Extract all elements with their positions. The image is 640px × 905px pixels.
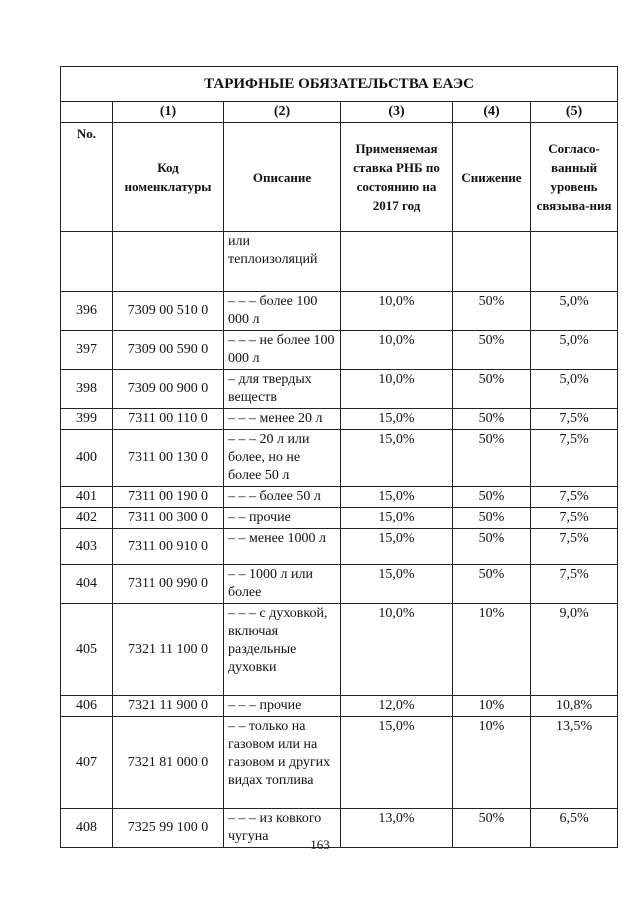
cell-reduction: 50% xyxy=(453,409,531,430)
cell-reduction: 50% xyxy=(453,809,531,848)
cell-reduction: 50% xyxy=(453,565,531,604)
cell-code: 7311 00 110 0 xyxy=(113,409,224,430)
cell-bound: 7,5% xyxy=(531,508,618,529)
cell-description: – – – не более 100 000 л xyxy=(224,331,341,370)
cell-rate: 15,0% xyxy=(341,409,453,430)
cell-no: 396 xyxy=(61,292,113,331)
cell-no: 408 xyxy=(61,809,113,848)
cell-bound: 7,5% xyxy=(531,487,618,508)
cell-reduction: 50% xyxy=(453,487,531,508)
column-number-4: (4) xyxy=(453,102,531,123)
table-row xyxy=(61,717,618,809)
cell-bound: 7,5% xyxy=(531,565,618,604)
cell-code: 7309 00 510 0 xyxy=(113,292,224,331)
cell-bound: 9,0% xyxy=(531,604,618,696)
table-row xyxy=(61,409,618,430)
column-number-3: (3) xyxy=(341,102,453,123)
cell-code: 7321 11 900 0 xyxy=(113,696,224,717)
cell-reduction: 50% xyxy=(453,529,531,565)
column-number-2: (2) xyxy=(224,102,341,123)
cell-no: 399 xyxy=(61,409,113,430)
header-row xyxy=(61,123,618,232)
cell-rate: 10,0% xyxy=(341,370,453,409)
cell-description: – для твердых веществ xyxy=(224,370,341,409)
cell-description: – – – 20 л или более, но не более 50 л xyxy=(224,430,341,487)
header-bound: Согласо-ванный уровень связыва-ния xyxy=(531,123,618,232)
cell-no: 402 xyxy=(61,508,113,529)
tariff-table xyxy=(60,66,618,848)
page-number: 163 xyxy=(310,837,330,852)
table-row xyxy=(61,370,618,409)
cell-description: – – – прочие xyxy=(224,696,341,717)
cell-code: 7311 00 990 0 xyxy=(113,565,224,604)
cell-description: – – 1000 л или более xyxy=(224,565,341,604)
cell-reduction: 10% xyxy=(453,604,531,696)
cell-code: 7325 99 100 0 xyxy=(113,809,224,848)
cell-description: – – только на газовом или на газовом и других видах топлива xyxy=(224,717,341,809)
cell-code: 7311 00 130 0 xyxy=(113,430,224,487)
cell-bound: 13,5% xyxy=(531,717,618,809)
cell-rate: 15,0% xyxy=(341,565,453,604)
column-number-5: (5) xyxy=(531,102,618,123)
cell-bound: 5,0% xyxy=(531,331,618,370)
cell-rate: 10,0% xyxy=(341,604,453,696)
cell-rate: 15,0% xyxy=(341,717,453,809)
cell-rate: 15,0% xyxy=(341,529,453,565)
cell-reduction: 50% xyxy=(453,331,531,370)
cell-description: – – – менее 20 л xyxy=(224,409,341,430)
cell-reduction: 50% xyxy=(453,292,531,331)
cell-no: 401 xyxy=(61,487,113,508)
cell-code: 7309 00 900 0 xyxy=(113,370,224,409)
header-rate: Применяемая ставка РНБ по состоянию на 2017 год xyxy=(341,123,453,232)
header-reduction: Снижение xyxy=(453,123,531,232)
table-row xyxy=(61,604,618,696)
cell-bound: 5,0% xyxy=(531,370,618,409)
cell-rate: 15,0% xyxy=(341,508,453,529)
cell-no: 404 xyxy=(61,565,113,604)
cell-description: – – – более 100 000 л xyxy=(224,292,341,331)
cell-reduction xyxy=(453,232,531,292)
header-no: No. xyxy=(61,123,113,232)
cell-reduction: 10% xyxy=(453,696,531,717)
cell-reduction: 10% xyxy=(453,717,531,809)
cell-rate: 15,0% xyxy=(341,430,453,487)
cell-reduction: 50% xyxy=(453,370,531,409)
cell-description: или теплоизоляций xyxy=(224,232,341,292)
header-description: Описание xyxy=(224,123,341,232)
cell-description: – – – с духовкой, включая раздельные духовки xyxy=(224,604,341,696)
cell-no: 400 xyxy=(61,430,113,487)
cell-rate: 12,0% xyxy=(341,696,453,717)
cell-bound: 7,5% xyxy=(531,529,618,565)
cell-no: 403 xyxy=(61,529,113,565)
table-body xyxy=(61,232,618,848)
table-title: ТАРИФНЫЕ ОБЯЗАТЕЛЬСТВА ЕАЭС xyxy=(61,67,618,102)
cell-no: 398 xyxy=(61,370,113,409)
cell-no: 405 xyxy=(61,604,113,696)
cell-no: 407 xyxy=(61,717,113,809)
cell-no xyxy=(61,232,113,292)
cell-code: 7311 00 190 0 xyxy=(113,487,224,508)
table-row xyxy=(61,430,618,487)
header-code: Код номенклатуры xyxy=(113,123,224,232)
cell-bound: 7,5% xyxy=(531,430,618,487)
cell-code: 7309 00 590 0 xyxy=(113,331,224,370)
cell-rate: 13,0% xyxy=(341,809,453,848)
cell-bound: 6,5% xyxy=(531,809,618,848)
table-row xyxy=(61,232,618,292)
cell-bound: 5,0% xyxy=(531,292,618,331)
table-row xyxy=(61,331,618,370)
cell-code: 7321 81 000 0 xyxy=(113,717,224,809)
cell-description: – – – более 50 л xyxy=(224,487,341,508)
cell-description: – – – из ковкого чугуна xyxy=(224,809,341,848)
cell-reduction: 50% xyxy=(453,508,531,529)
cell-no: 397 xyxy=(61,331,113,370)
cell-bound xyxy=(531,232,618,292)
table-row xyxy=(61,487,618,508)
cell-code: 7311 00 910 0 xyxy=(113,529,224,565)
table-row xyxy=(61,292,618,331)
table-row xyxy=(61,508,618,529)
column-number-row xyxy=(61,102,618,123)
title-row xyxy=(61,67,618,102)
cell-rate: 10,0% xyxy=(341,331,453,370)
cell-bound: 7,5% xyxy=(531,409,618,430)
cell-rate: 10,0% xyxy=(341,292,453,331)
table-row xyxy=(61,696,618,717)
cell-bound: 10,8% xyxy=(531,696,618,717)
table-row xyxy=(61,565,618,604)
cell-rate: 15,0% xyxy=(341,487,453,508)
cell-description: – – прочие xyxy=(224,508,341,529)
cell-code xyxy=(113,232,224,292)
cell-reduction: 50% xyxy=(453,430,531,487)
cell-rate xyxy=(341,232,453,292)
cell-code: 7321 11 100 0 xyxy=(113,604,224,696)
column-number-1: (1) xyxy=(113,102,224,123)
cell-description: – – менее 1000 л xyxy=(224,529,341,565)
column-number-empty xyxy=(61,102,113,123)
cell-code: 7311 00 300 0 xyxy=(113,508,224,529)
table-row xyxy=(61,529,618,565)
cell-no: 406 xyxy=(61,696,113,717)
